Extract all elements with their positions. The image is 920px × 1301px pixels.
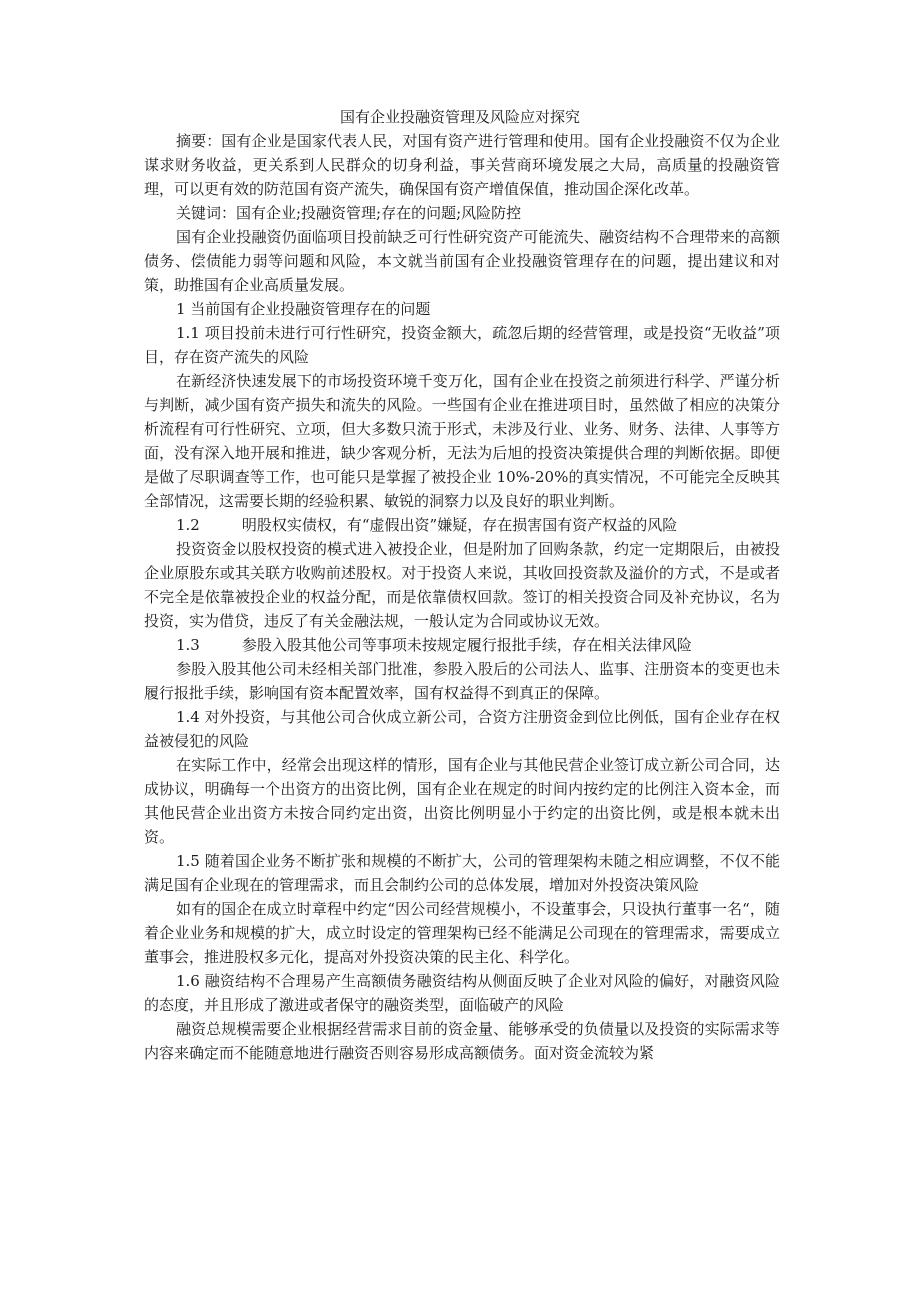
subsection-1-5-heading: 1.5 随着国企业务不断扩张和规模的不断扩大，公司的管理架构未随之相应调整，不仅不能满足国有企业现在的管理需求，而且会制约公司的总体发展，增加对外投资决策风险: [144, 852, 780, 894]
abstract-paragraph: 摘要：国有企业是国家代表人民，对国有资产进行管理和使用。国有企业投融资不仅为企业谋求财务收益，更关系到人民群众的切身利益，事关营商环境发展之大局，高质量的投融资管理，可以更有效的防范国有资产流失，确保国有资产增值保值，推动国企深化改革。: [144, 132, 780, 198]
subsection-1-6-heading: 1.6 融资结构不合理易产生高额债务融资结构从侧面反映了企业对风险的偏好，对融资风险的态度，并且形成了激进或者保守的融资类型，面临破产的风险: [144, 972, 780, 1014]
subsection-1-2-number: 1.2: [176, 516, 200, 534]
subsection-1-4-body: 在实际工作中，经常会出现这样的情形，国有企业与其他民营企业签订成立新公司合同，达成协议，明确每一个出资方的出资比例，国有企业在规定的时间内按约定的比例注入资本金，而其他民营企业出资方未按合同约定出资，出资比例明显小于约定的出资比例，或是根本就未出资。: [144, 756, 780, 846]
subsection-1-1-body: 在新经济快速发展下的市场投资环境千变万化，国有企业在投资之前须进行科学、严谨分析与判断，减少国有资产损失和流失的风险。一些国有企业在推进项目时，虽然做了相应的决策分析流程有可行性研究、立项，但大多数只流于形式，未涉及行业、业务、财务、法律、人事等方面，没有深入地开展和推进，缺少客观分析，无法为后旭的投资决策提供合理的判断依据。即便是做了尽职调查等工作，也可能只是掌握了被投企业 10%-20%的真实情况，不可能完全反映其全部情况，这需要长期的经验积累、敏锐的洞察力以及良好的职业判断。: [144, 372, 780, 510]
keywords-paragraph: 关键词：国有企业;投融资管理;存在的问题;风险防控: [176, 204, 522, 222]
intro-paragraph: 国有企业投融资仍面临项目投前缺乏可行性研究资产可能流失、融资结构不合理带来的高额债务、偿债能力弱等问题和风险，本文就当前国有企业投融资管理存在的问题，提出建议和对策，助推国有企业高质量发展。: [144, 228, 780, 294]
subsection-1-2-heading: [144, 513, 780, 537]
subsection-1-2-body: 投资资金以股权投资的模式进入被投企业，但是附加了回购条款，约定一定期限后，由被投企业原股东或其关联方收购前述股权。对于投资人来说，其收回投资款及溢价的方式，不是或者不完全是依靠被投企业的权益分配，而是依靠债权回款。签订的相关投资合同及补充协议，名为投资，实为借贷，违反了有关金融法规，一般认定为合同或协议无效。: [144, 540, 780, 630]
subsection-1-4-heading: 1.4 对外投资，与其他公司合伙成立新公司，合资方注册资金到位比例低，国有企业存在权益被侵犯的风险: [144, 708, 780, 750]
subsection-1-3-body: 参股入股其他公司未经相关部门批准，参股入股后的公司法人、监事、注册资本的变更也未履行报批手续，影响国有资本配置效率，国有权益得不到真正的保障。: [144, 660, 780, 702]
subsection-1-2-title: 明股权实债权，有“虚假出资”嫌疑，存在损害国有资产权益的风险: [241, 516, 678, 534]
subsection-1-5-body: 如有的国企在成立时章程中约定“因公司经营规模小，不设董事会，只设执行董事一名“，随着企业业务和规模的扩大，成立时设定的管理架构已经不能满足公司现在的管理需求，需要成立董事会，推进股权多元化，提高对外投资决策的民主化、科学化。: [144, 900, 780, 966]
subsection-1-6-body: 融资总规模需要企业根据经营需求目前的资金量、能够承受的负债量以及投资的实际需求等内容来确定而不能随意地进行融资否则容易形成高额债务。面对资金流较为紧: [144, 1020, 780, 1062]
subsection-1-3-number: 1.3: [176, 636, 200, 654]
subsection-1-3-title: 参股入股其他公司等事项未按规定履行报批手续，存在相关法律风险: [241, 636, 692, 654]
section-1-heading: 1 当前国有企业投融资管理存在的问题: [176, 300, 431, 318]
subsection-1-3-heading: [144, 633, 780, 657]
document-title: 国有企业投融资管理及风险应对探究: [339, 108, 580, 126]
subsection-1-1-heading: 1.1 项目投前未进行可行性研究，投资金额大，疏忽后期的经营管理，或是投资“无收益”项目，存在资产流失的风险: [144, 324, 780, 366]
document-body: [144, 129, 780, 1065]
